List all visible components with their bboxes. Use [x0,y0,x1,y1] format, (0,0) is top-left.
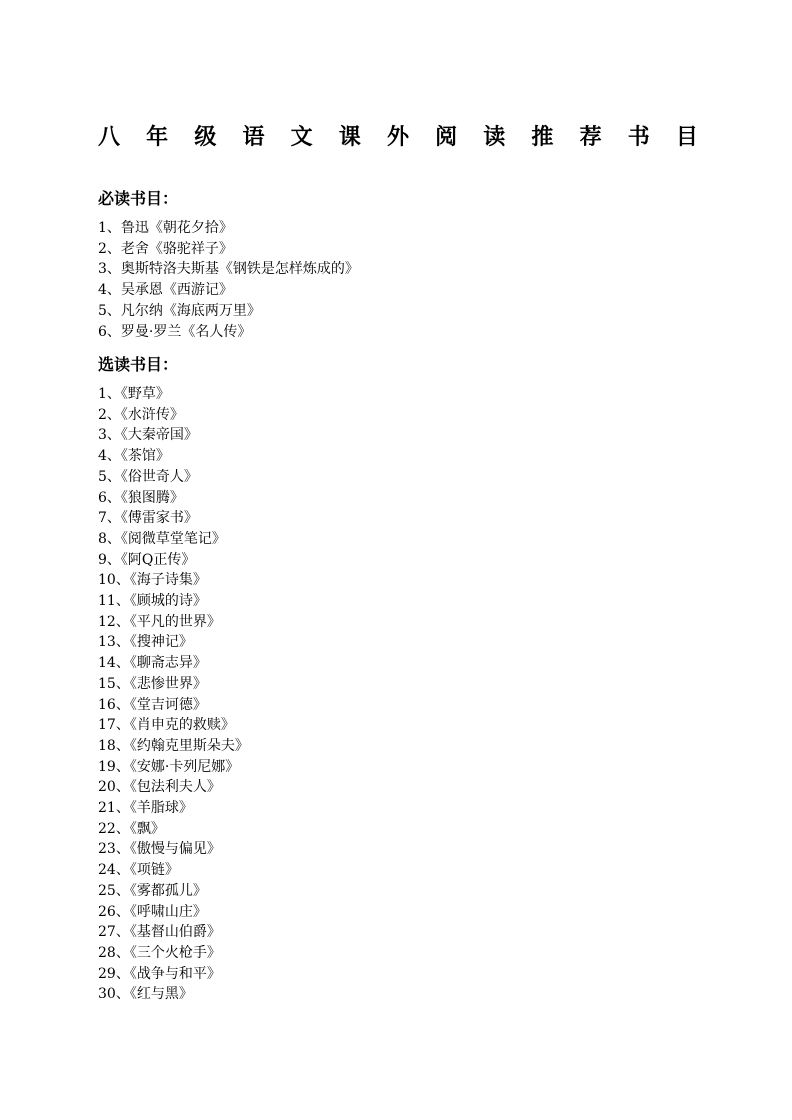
optional-book-item: 22、《飘》 [98,820,165,837]
title-char: 荐 [579,125,602,150]
required-book-item: 2、老舍《骆驼祥子》 [98,240,233,257]
optional-book-item: 29、《战争与和平》 [98,965,221,982]
optional-book-item: 6、《狼图腾》 [98,489,184,506]
title-char: 八 [98,125,121,150]
optional-reading-heading: 选读书目： [98,355,179,374]
optional-book-item: 19、《安娜·卡列尼娜》 [98,758,240,775]
optional-book-item: 12、《平凡的世界》 [98,613,221,630]
page-title [98,124,698,152]
optional-book-item: 8、《阅微草堂笔记》 [98,530,226,547]
optional-book-item: 5、《俗世奇人》 [98,468,198,485]
optional-reading-list [98,384,249,1005]
optional-book-item: 16、《堂吉诃德》 [98,696,207,713]
required-book-item: 3、奥斯特洛夫斯基《钢铁是怎样炼成的》 [98,261,359,278]
title-char: 书 [627,125,650,150]
title-char: 语 [242,125,265,150]
required-book-item: 1、鲁迅《朝花夕拾》 [98,220,233,236]
optional-book-item: 17、《肖申克的救赎》 [98,717,235,734]
optional-book-item: 30、《红与黑》 [98,986,193,1003]
optional-book-item: 26、《呼啸山庄》 [98,903,207,920]
title-char: 阅 [435,125,458,150]
title-char: 文 [290,125,313,150]
optional-book-item: 2、《水浒传》 [98,406,184,423]
optional-book-item: 13、《搜神记》 [98,634,193,651]
title-char: 外 [386,125,409,150]
optional-book-item: 4、《茶馆》 [98,448,170,465]
required-book-item: 4、吴承恩《西游记》 [98,282,233,299]
required-book-item: 5、凡尔纳《海底两万里》 [98,302,261,319]
optional-book-item: 21、《羊脂球》 [98,800,193,817]
title-char: 读 [483,125,506,150]
optional-book-item: 14、《聊斋志异》 [98,655,207,672]
required-reading-list [98,218,359,342]
optional-book-item: 7、《傅雷家书》 [98,510,198,527]
optional-book-item: 28、《三个火枪手》 [98,944,221,961]
optional-book-item: 15、《悲惨世界》 [98,675,207,692]
optional-book-item: 18、《约翰克里斯朵夫》 [98,737,249,754]
optional-book-item: 24、《项链》 [98,862,179,879]
optional-book-item: 20、《包法利夫人》 [98,779,221,796]
optional-book-item: 3、《大秦帝国》 [98,427,198,444]
required-reading-heading: 必读书目： [98,189,179,208]
optional-book-item: 9、《阿Q正传》 [98,551,196,568]
title-char: 目 [675,125,698,150]
title-char: 推 [531,125,554,150]
title-char: 级 [194,125,217,150]
title-char: 课 [338,125,361,150]
optional-book-item: 10、《海子诗集》 [98,572,207,589]
optional-book-item: 27、《基督山伯爵》 [98,924,221,941]
optional-book-item: 25、《雾都孤儿》 [98,882,207,899]
optional-book-item: 23、《傲慢与偏见》 [98,841,221,858]
optional-book-item: 11、《顾城的诗》 [98,593,207,610]
required-book-item: 6、罗曼·罗兰《名人传》 [98,323,252,340]
optional-book-item: 1、《野草》 [98,386,170,402]
title-char: 年 [146,125,169,150]
